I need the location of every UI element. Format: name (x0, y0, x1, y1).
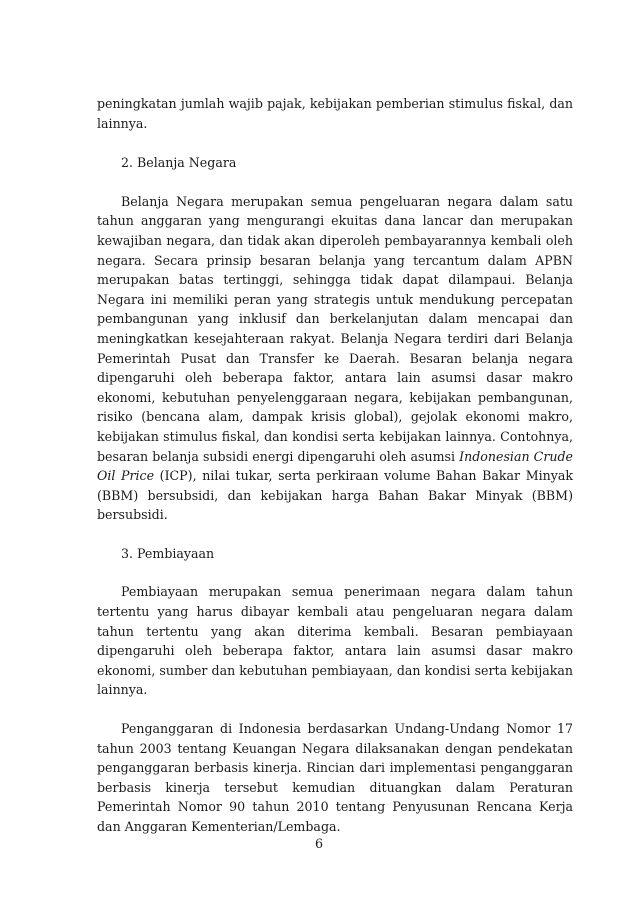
pembiayaan-paragraph: Pembiayaan merupakan semua penerimaan negara dalam tahun tertentu yang harus dibayar kembali atau pengeluaran negara dalam tahun tertentu yang akan diterima kembali. Besaran pembiayaan dipengaruhi oleh beberapa faktor, antara lain asumsi dasar makro ekonomi, sumber dan kebutuhan pembiayaan, dan kondisi serta kebijakan lainnya. (97, 584, 573, 698)
intro-paragraph: peningkatan jumlah wajib pajak, kebijakan pemberian stimulus fiskal, dan lainnya. (97, 96, 573, 131)
belanja-negara-text-part1: Belanja Negara merupakan semua pengeluaran negara dalam satu tahun anggaran yang mengurangi ekuitas dana lancar dan merupakan kewajiban negara, dan tidak akan diperoleh pembayarannya kembali oleh negara. Secara prinsip besaran belanja yang tercantum dalam APBN merupakan batas tertinggi, sehingga tidak dapat dilampaui. Belanja Negara ini memiliki peran yang strategis untuk mendukung percepatan pembangunan yang inklusif dan berkelanjutan dalam mencapai dan meningkatkan kesejahteraan rakyat. Belanja Negara terdiri dari Belanja Pemerintah Pusat dan Transfer ke Daerah. Besaran belanja negara dipengaruhi oleh beberapa faktor, antara lain asumsi dasar makro ekonomi, kebutuhan penyelenggaraan negara, kebijakan pembangunan, risiko (bencana alam, dampak krisis global), gejolak ekonomi makro, kebijakan stimulus fiskal, dan kondisi serta kebijakan lainnya. Contohnya, besaran belanja subsidi energi dipengaruhi oleh asumsi (97, 193, 573, 464)
belanja-negara-text-part2: (ICP), nilai tukar, serta perkiraan volume Bahan Bakar Minyak (BBM) bersubsidi, dan kebijakan harga Bahan Bakar Minyak (BBM) bersubsidi. (97, 468, 573, 523)
closing-paragraph: Penganggaran di Indonesia berdasarkan Undang-Undang Nomor 17 tahun 2003 tentang Keuangan Negara dilaksanakan dengan pendekatan penganggaran berbasis kinerja. Rincian dari implementasi penganggaran berbasis kinerja tersebut kemudian dituangkan dalam Peraturan Pemerintah Nomor 90 tahun 2010 tentang Penyusunan Rencana Kerja dan Anggaran Kementerian/Lembaga. (97, 721, 573, 834)
belanja-negara-paragraph (97, 192, 573, 525)
icp-italic-term: Indonesian Crude Oil Price (97, 448, 573, 484)
section-heading-pembiayaan: 3. Pembiayaan (121, 545, 215, 561)
section-heading-belanja-negara: 2. Belanja Negara (121, 155, 237, 171)
page-body (97, 94, 573, 837)
page-number: 6 (314, 836, 323, 851)
